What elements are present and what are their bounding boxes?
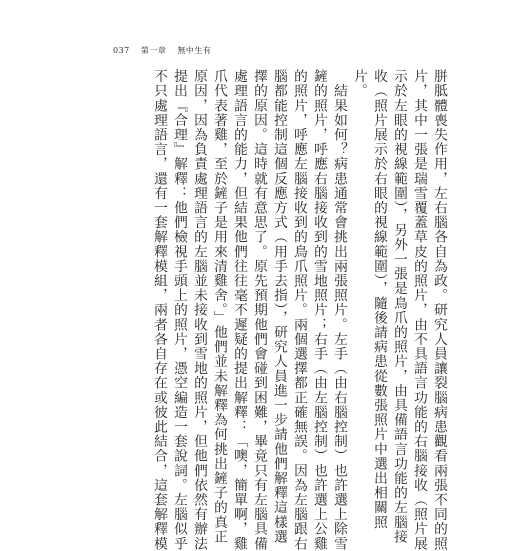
text-column: 不只處理語言，還有一套解釋模組，兩者各自存在或彼此結合，這套解釋模	[151, 69, 167, 551]
text-column: 結果如何？病患通常會挑出兩張照片。左手（由右腦控制）也許選上除雪	[331, 69, 347, 551]
text-column: 收（照片展示於右眼的視線範圍），隨後請病患從數張照片中選出相關照	[371, 69, 387, 530]
text-column: 片。	[351, 69, 367, 99]
text-column: 擇的原因。這時就有意思了。原先預期他們會碰到困難，畢竟只有左腦具備	[251, 69, 267, 551]
page-number: 037	[113, 46, 130, 55]
text-column: 原因，因為負責處理語言的左腦並未接收到雪地的照片，但他們依然有辦法	[191, 69, 207, 551]
running-header	[113, 45, 219, 56]
chapter-number: 第一章	[140, 46, 167, 55]
text-column: 胼胝體喪失作用，左右腦各自為政。研究人員讓裂腦病患觀看兩張不同的照	[431, 69, 447, 551]
text-column: 爪代表著雞，至於鏟子是用來清雞舍。」他們並未解釋為何挑出鏟子的真正	[211, 69, 227, 544]
text-column: 提出『合理』解釋：他們檢視手頭上的照片，憑空編造一套說詞。左腦似乎	[171, 69, 187, 551]
text-column: 的照片，呼應左腦接收到的鳥爪照片。兩個選擇都正確無誤。因為左腦跟右	[291, 69, 307, 551]
text-column: 處理語言的能力，但結果他們往往毫不遲疑的提出解釋：「噢，簡單啊，雞	[231, 69, 247, 551]
text-column: 鏟的照片，呼應右腦接收到的雪地照片；右手（由左腦控制）也許選上公雞	[311, 69, 327, 551]
text-column: 示於左眼的視線範圍），另外一張是鳥爪的照片，由具備語言功能的左腦接	[391, 69, 407, 544]
chapter-title: 無中生有	[177, 46, 212, 55]
text-column: 腦都能控制這個反應方式（用手去指），研究人員進一步請他們解釋這樣選	[271, 69, 287, 544]
text-column: 片，其中一張是瑞雪覆蓋草皮的照片，由不具語言功能的右腦接收（照片展	[411, 69, 427, 551]
